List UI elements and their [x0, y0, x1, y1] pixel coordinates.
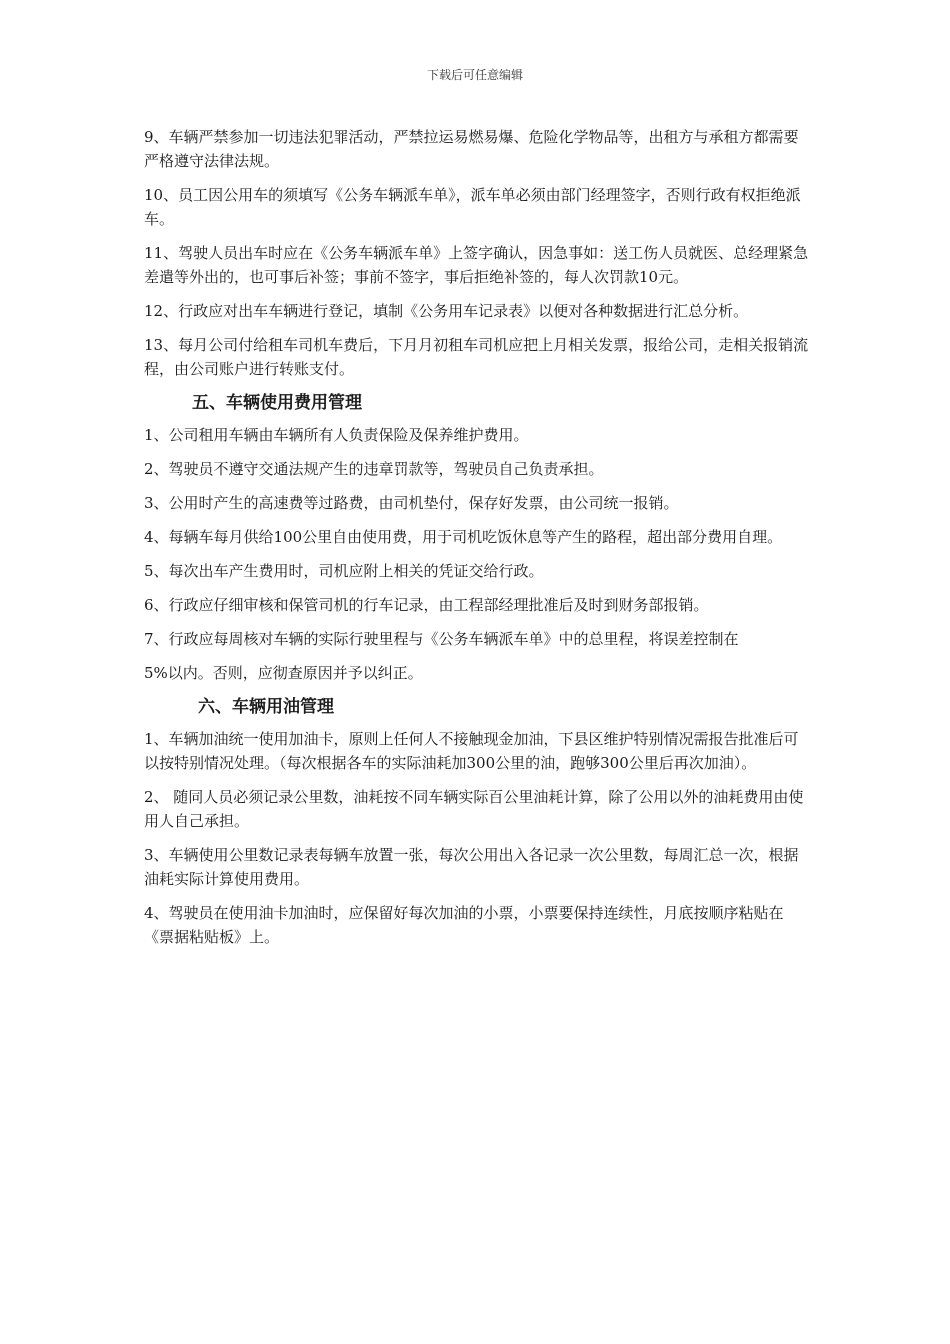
section-6-item-1: 1、车辆加油统一使用加油卡，原则上任何人不接触现金加油，下县区维护特别情况需报告批准后可以按特别情况处理。（每次根据各车的实际油耗加300公里的油，跑够300公里后再次加油）。	[144, 730, 799, 772]
section-6-item-2: 2、 随同人员必须记录公里数，油耗按不同车辆实际百公里油耗计算，除了公用以外的油耗费用由使用人自己承担。	[144, 788, 804, 830]
section-5-item-7-cont: 5%以内。否则，应彻查原因并予以纠正。	[144, 664, 423, 682]
paragraph-rule-13: 13、每月公司付给租车司机车费后，下月月初租车司机应把上月相关发票，报给公司，走相关报销流程，由公司账户进行转账支付。	[144, 336, 809, 378]
document-body	[144, 125, 809, 959]
section-6-item-3: 3、车辆使用公里数记录表每辆车放置一张，每次公用出入各记录一次公里数，每周汇总一次，根据油耗实际计算使用费用。	[144, 846, 799, 888]
section-5-item-7: 7、行政应每周核对车辆的实际行驶里程与《公务车辆派车单》中的总里程，将误差控制在	[144, 630, 739, 648]
section-5-item-2: 2、驾驶员不遵守交通法规产生的违章罚款等，驾驶员自己负责承担。	[144, 460, 604, 478]
section-6-heading: 六、车辆用油管理	[198, 697, 334, 717]
paragraph-rule-11: 11、驾驶人员出车时应在《公务车辆派车单》上签字确认，因急事如：送工伤人员就医、总经理紧急差遣等外出的，也可事后补签；事前不签字，事后拒绝补签的，每人次罚款10元。	[144, 244, 809, 286]
section-5-item-3: 3、公用时产生的高速费等过路费，由司机垫付，保存好发票，由公司统一报销。	[144, 494, 679, 512]
section-5-item-1: 1、公司租用车辆由车辆所有人负责保险及保养维护费用。	[144, 426, 529, 444]
paragraph-rule-10: 10、员工因公用车的须填写《公务车辆派车单》，派车单必须由部门经理签字，否则行政有权拒绝派车。	[144, 186, 801, 228]
section-5-item-5: 5、每次出车产生费用时，司机应附上相关的凭证交给行政。	[144, 562, 544, 580]
paragraph-rule-12: 12、行政应对出车车辆进行登记，填制《公务用车记录表》以便对各种数据进行汇总分析。	[144, 302, 749, 320]
section-5-heading: 五、车辆使用费用管理	[192, 393, 362, 413]
page-header: 下载后可任意编辑	[426, 68, 523, 82]
section-5-item-4: 4、每辆车每月供给100公里自由使用费，用于司机吃饭休息等产生的路程，超出部分费用自理。	[144, 528, 783, 546]
section-6-item-4: 4、驾驶员在使用油卡加油时，应保留好每次加油的小票，小票要保持连续性，月底按顺序粘贴在《票据粘贴板》上。	[144, 904, 784, 946]
paragraph-rule-9: 9、车辆严禁参加一切违法犯罪活动，严禁拉运易燃易爆、危险化学物品等，出租方与承租方都需要严格遵守法律法规。	[144, 128, 799, 170]
section-5-item-6: 6、行政应仔细审核和保管司机的行车记录，由工程部经理批准后及时到财务部报销。	[144, 596, 709, 614]
